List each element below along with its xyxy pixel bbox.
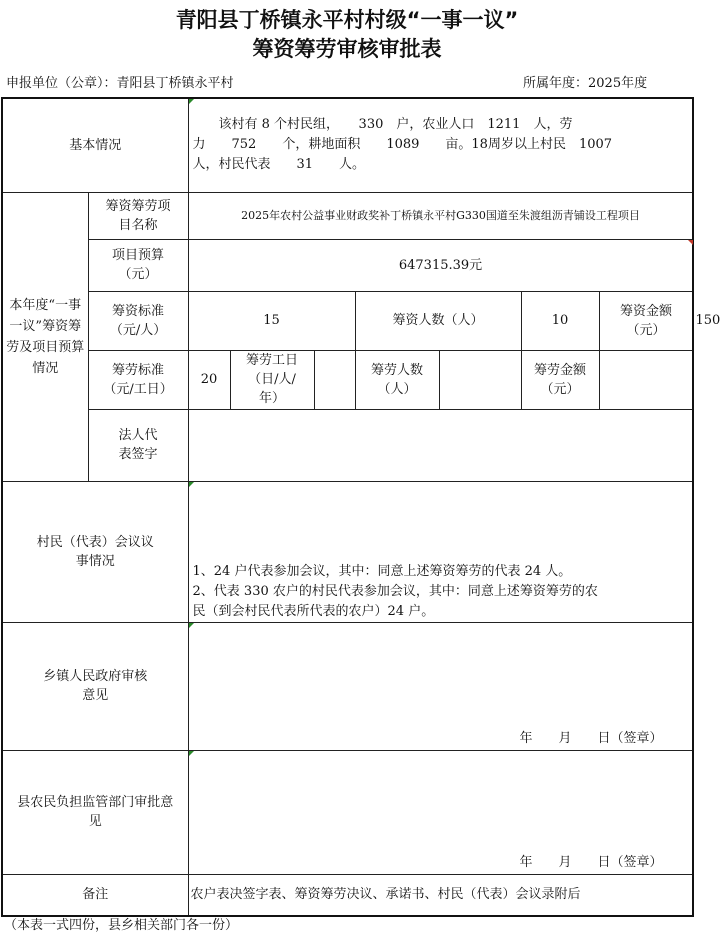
approval-form-table: 基本情况 该村有 8 个村民组， 330 户，农业人口 1211 人，劳 力 752 个，耕地面积 1089 亩。18周岁以上村民 1007 人，村民代表 31 人。 本年度“一事一议”筹资筹劳及项目预算情况 筹资筹劳项目名称 2025年农村公益事业财政奖补丁桥镇永平村G330国道至朱渡组沥青铺设工程项目 项目预算（元） 647315.39元 筹资标准（元/人） 15 筹资人数（人） 10 筹资金额（元） 150 筹劳标准（元/工日） 20 筹劳工日（日/人/年） 筹劳人数（人） 筹劳金额（元） 法人代表签字 村民（代表）会议议事情况 1、24 户代表参加会议，其中：同意上述筹资筹劳的代表 24 人。 2、代表 330 农户的村民代表参加会议，其中：同意上述筹资筹劳的农 民（到会村民代表所代表的农户）24 户。 乡镇人民政府审核意见 年 月 日（签章） 县农民负担监管部门审批意见 年 月 日（签章） 备注 农户表决签字表、筹资筹劳决议、承诺书、村民（代表）会议录附后 <box>1 97 694 917</box>
town-sign-date: 年 月 日（签章） <box>519 730 663 746</box>
labor-amount-label: 筹劳金额（元） <box>521 350 599 409</box>
remarks-label: 备注 <box>2 874 188 916</box>
town-review-content <box>188 622 693 750</box>
basic-info-line-1: 该村有 8 个村民组， 330 户，农业人口 1211 人，劳 <box>192 117 573 133</box>
labor-people-value <box>439 350 521 409</box>
town-review-label: 乡镇人民政府审核意见 <box>2 622 188 750</box>
applicant-unit: 申报单位（公章）：青阳县丁桥镇永平村 <box>6 76 234 91</box>
budget-amount: 647315.39元 <box>398 257 483 273</box>
labor-amount-value <box>599 350 693 409</box>
fund-amount-label: 筹资金额（元） <box>599 291 693 350</box>
meeting-line-1: 1、24 户代表参加会议，其中：同意上述筹资筹劳的代表 24 人。 <box>192 563 572 579</box>
legal-rep-signature <box>188 409 693 481</box>
project-name-label: 筹资筹劳项目名称 <box>88 192 188 239</box>
basic-info-line-3: 人，村民代表 31 人。 <box>192 157 366 173</box>
labor-days-value <box>314 350 355 409</box>
labor-people-label: 筹劳人数（人） <box>355 350 439 409</box>
fiscal-year: 所属年度：2025年度 <box>523 76 648 91</box>
basic-info-label: 基本情况 <box>2 98 188 192</box>
county-approval-label: 县农民负担监管部门审批意见 <box>2 750 188 874</box>
annual-section-label: 本年度“一事一议”筹资筹劳及项目预算情况 <box>2 192 88 481</box>
fund-people-label: 筹资人数（人） <box>355 291 521 350</box>
remarks-content: 农户表决签字表、筹资筹劳决议、承诺书、村民（代表）会议录附后 <box>188 874 693 916</box>
budget-label: 项目预算（元） <box>88 239 188 291</box>
county-approval-content <box>188 750 693 874</box>
project-name-value: 2025年农村公益事业财政奖补丁桥镇永平村G330国道至朱渡组沥青铺设工程项目 <box>188 192 693 239</box>
labor-standard-label: 筹劳标准（元/工日） <box>88 350 188 409</box>
form-footnote: （本表一式四份，县乡相关部门各一份） <box>4 918 239 933</box>
basic-info-content <box>188 98 693 192</box>
meeting-label: 村民（代表）会议议事情况 <box>2 481 188 622</box>
fund-standard-value: 15 <box>188 291 355 350</box>
fund-standard-label: 筹资标准（元/人） <box>88 291 188 350</box>
county-sign-date: 年 月 日（签章） <box>519 854 663 870</box>
fund-people-value: 10 <box>521 291 599 350</box>
meeting-line-3: 民（到会村民代表所代表的农户）24 户。 <box>192 603 435 619</box>
basic-info-line-2: 力 752 个，耕地面积 1089 亩。18周岁以上村民 1007 <box>192 137 613 153</box>
form-subtitle: 筹资筹劳审核审批表 <box>252 37 442 61</box>
legal-rep-label: 法人代表签字 <box>88 409 188 481</box>
labor-standard-value: 20 <box>188 350 230 409</box>
labor-days-label: 筹劳工日（日/人/年） <box>230 350 314 409</box>
meeting-line-2: 2、代表 330 农户的村民代表参加会议，其中：同意上述筹资筹劳的农 <box>192 583 598 599</box>
meeting-content <box>188 481 693 622</box>
budget-value <box>188 239 693 291</box>
form-title: 青阳县丁桥镇永平村村级“一事一议” <box>175 8 519 32</box>
